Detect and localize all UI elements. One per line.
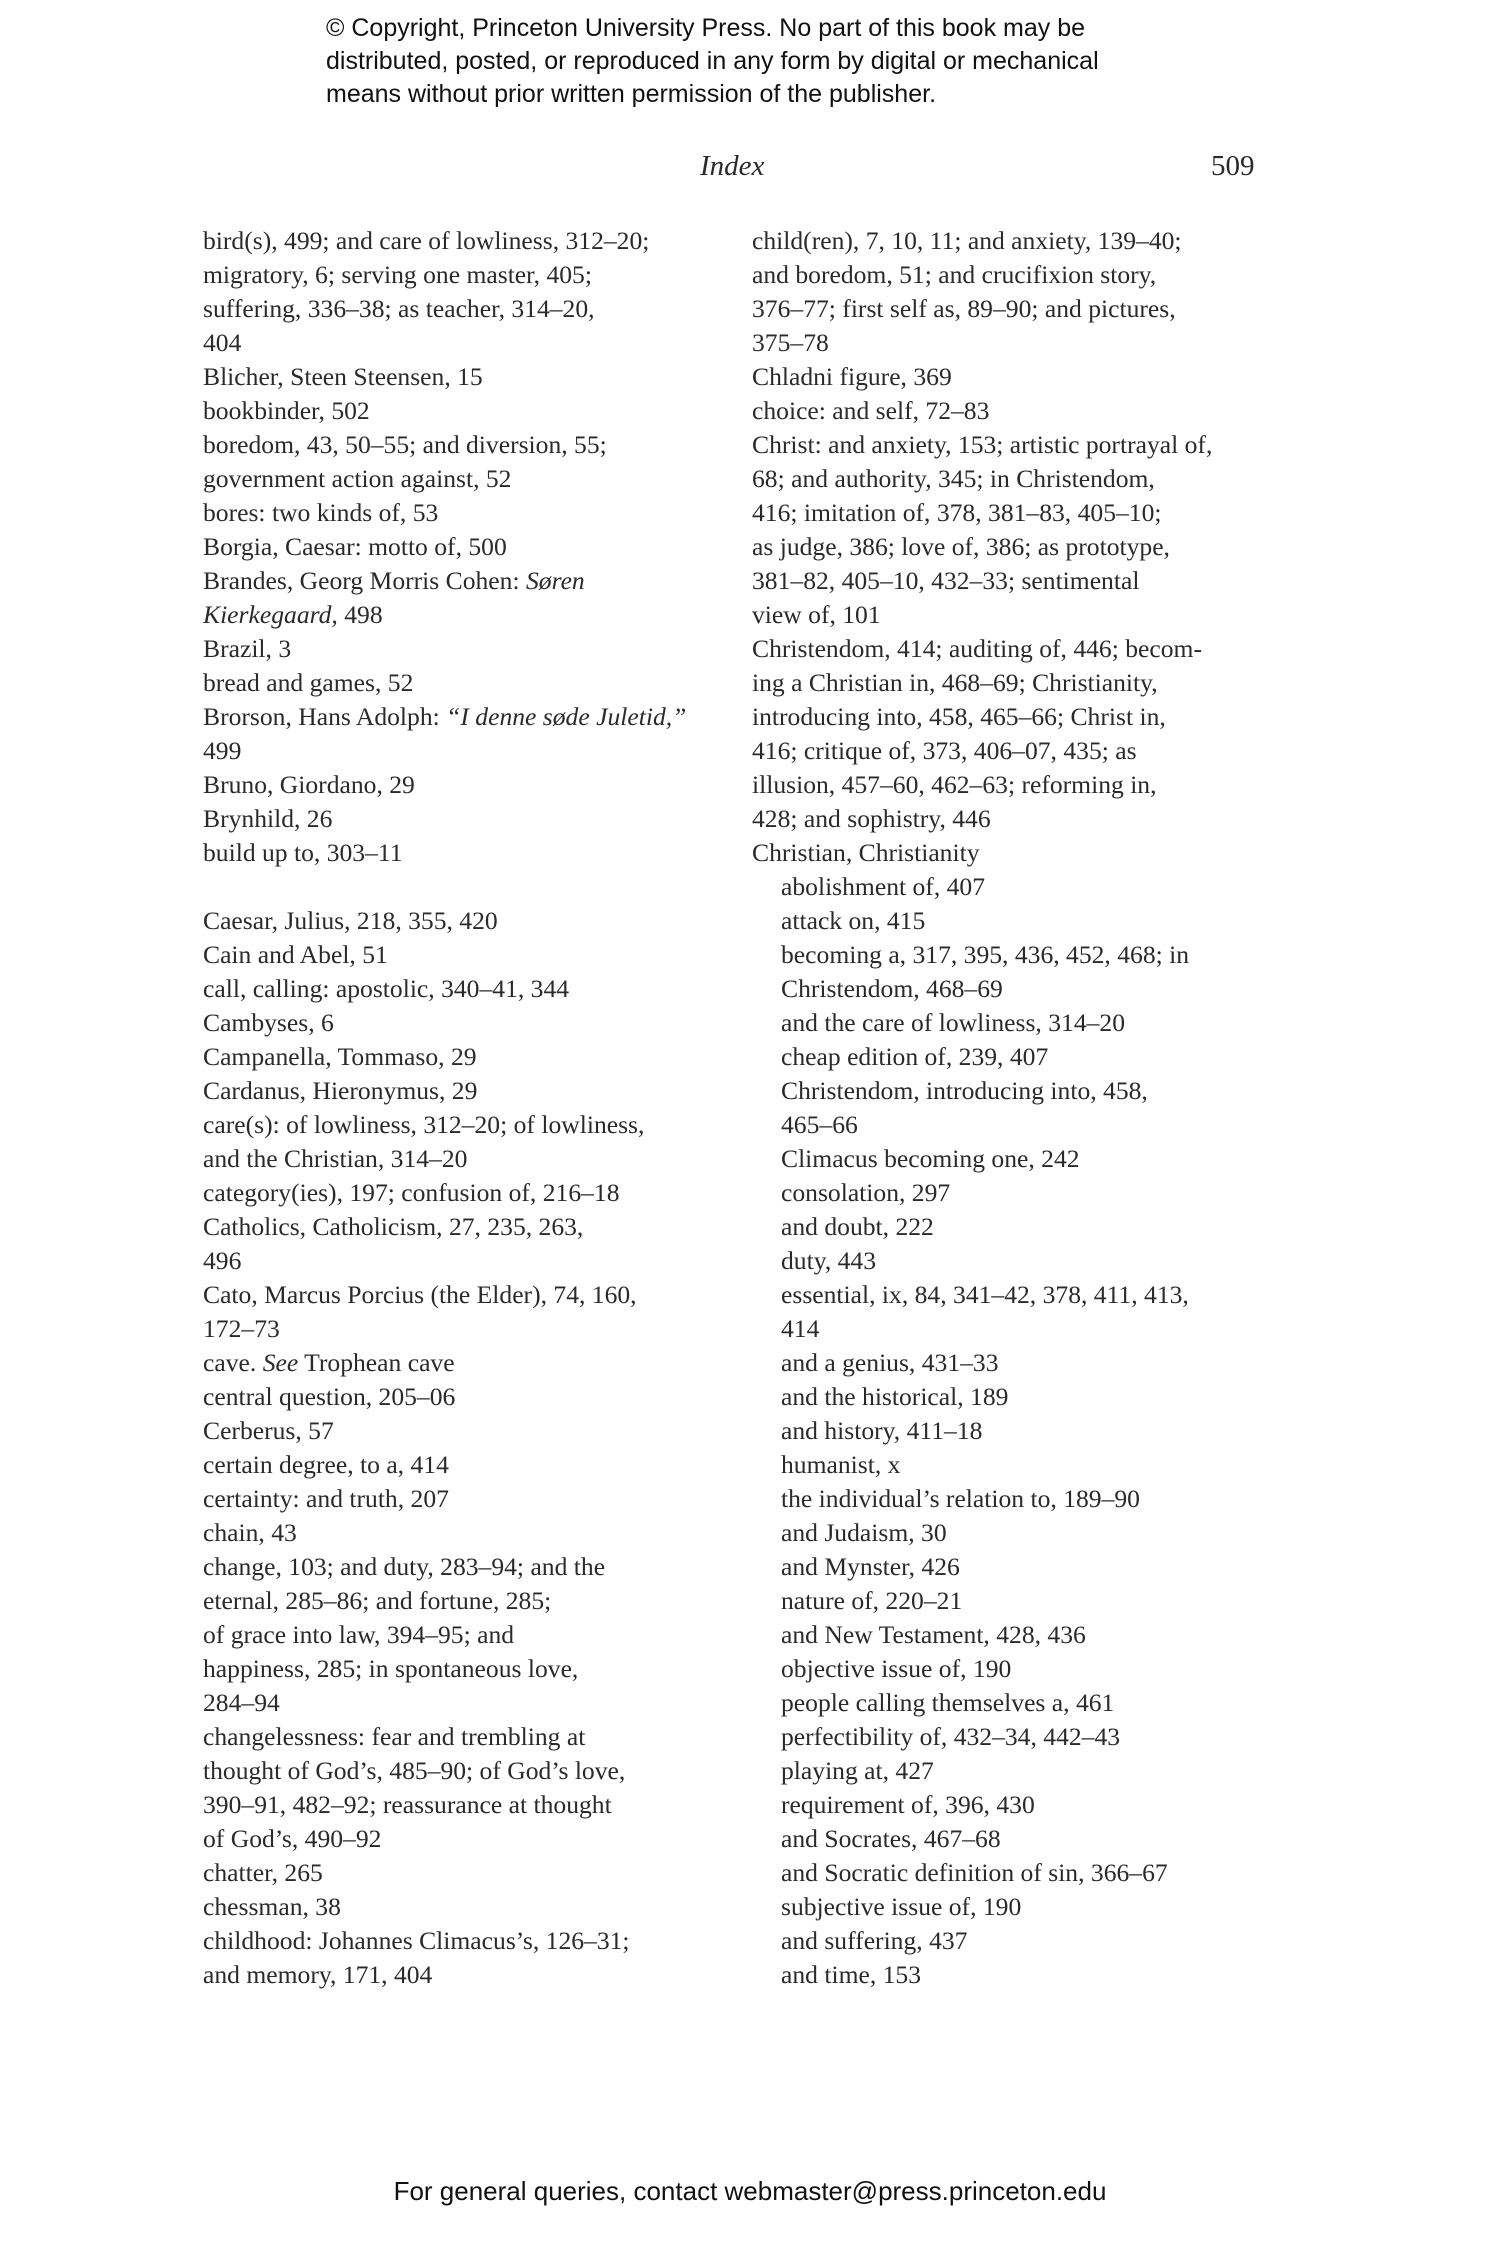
index-subentry [752, 1006, 1292, 1040]
index-subentry [752, 938, 1292, 1006]
copyright-line: © Copyright, Princeton University Press. No part of this book may be [326, 14, 1086, 42]
index-entry-line: Brandes, Georg Morris Cohen: Søren [203, 566, 585, 595]
index-entry-line: suffering, 336–38; as teacher, 314–20, [203, 294, 595, 323]
index-entry-line: Bruno, Giordano, 29 [203, 770, 415, 799]
index-entry [203, 1482, 723, 1516]
index-entry [203, 1924, 723, 1992]
index-entry [203, 666, 723, 700]
index-entry [752, 224, 1292, 360]
index-entry [203, 1550, 723, 1720]
index-entry-line: subjective issue of, 190 [781, 1892, 1022, 1921]
index-subentry [752, 1380, 1292, 1414]
index-subentry [752, 1414, 1292, 1448]
index-entry [203, 938, 723, 972]
index-entry-line: illusion, 457–60, 462–63; reforming in, [752, 770, 1157, 799]
index-subentry [752, 1346, 1292, 1380]
index-entry [752, 360, 1292, 394]
index-entry-line: Cain and Abel, 51 [203, 940, 388, 969]
copyright-line: distributed, posted, or reproduced in any form by digital or mechanical [326, 47, 1099, 75]
index-entry-line: Cerberus, 57 [203, 1416, 334, 1445]
index-entry-line: and memory, 171, 404 [203, 1960, 433, 1989]
index-entry-line: 172–73 [203, 1314, 280, 1343]
index-entry-line: attack on, 415 [781, 906, 926, 935]
index-subentry [752, 1788, 1292, 1822]
index-entry-line: bores: two kinds of, 53 [203, 498, 439, 527]
index-entry [203, 768, 723, 802]
index-entry-line: change, 103; and duty, 283–94; and the [203, 1552, 606, 1581]
index-entry-line: perfectibility of, 432–34, 442–43 [781, 1722, 1121, 1751]
index-entry [203, 904, 723, 938]
index-subentry [752, 1924, 1292, 1958]
section-gap [203, 870, 723, 904]
index-entry-line: Kierkegaard, 498 [203, 600, 383, 629]
index-subentry [752, 1856, 1292, 1890]
index-entry-line: Caesar, Julius, 218, 355, 420 [203, 906, 498, 935]
index-entry [752, 836, 1292, 870]
index-entry-line: changelessness: fear and trembling at [203, 1722, 586, 1751]
index-entry [203, 836, 723, 870]
index-entry [203, 972, 723, 1006]
copyright-line: means without prior written permission of the publisher. [326, 80, 937, 108]
index-entry-line: abolishment of, 407 [781, 872, 986, 901]
index-entry-line: objective issue of, 190 [781, 1654, 1012, 1683]
copyright-notice [326, 12, 1326, 111]
index-entry-line: ing a Christian in, 468–69; Christianity, [752, 668, 1158, 697]
index-entry-line: and the care of lowliness, 314–20 [781, 1008, 1126, 1037]
index-entry-line: 375–78 [752, 328, 829, 357]
index-entry [203, 1856, 723, 1890]
index-entry-line: of grace into law, 394–95; and [203, 1620, 515, 1649]
index-entry-line: Christ: and anxiety, 153; artistic portrayal of, [752, 430, 1213, 459]
index-subentry [752, 1754, 1292, 1788]
index-entry-line: cheap edition of, 239, 407 [781, 1042, 1049, 1071]
index-entry-line: government action against, 52 [203, 464, 512, 493]
index-entry-line: thought of God’s, 485–90; of God’s love, [203, 1756, 626, 1785]
index-entry-line: 390–91, 482–92; reassurance at thought [203, 1790, 612, 1819]
index-entry-line: Christendom, 468–69 [781, 974, 1003, 1003]
index-entry-line: and Socrates, 467–68 [781, 1824, 1001, 1853]
index-entry [203, 1346, 723, 1380]
index-entry [203, 1006, 723, 1040]
index-subentry [752, 1278, 1292, 1346]
index-entry [203, 360, 723, 394]
index-entry-line: and time, 153 [781, 1960, 922, 1989]
index-entry [203, 394, 723, 428]
index-entry [203, 530, 723, 564]
index-entry [203, 1516, 723, 1550]
index-entry [203, 428, 723, 496]
index-entry-line: chessman, 38 [203, 1892, 341, 1921]
index-subentry [752, 1550, 1292, 1584]
index-entry-line: view of, 101 [752, 600, 881, 629]
index-entry-line: Christendom, introducing into, 458, [781, 1076, 1148, 1105]
index-entry-line: and Socratic definition of sin, 366–67 [781, 1858, 1168, 1887]
index-entry [203, 1414, 723, 1448]
index-entry-line: 499 [203, 736, 242, 765]
index-subentry [752, 1448, 1292, 1482]
index-entry-line: 414 [781, 1314, 820, 1343]
index-entry-line: and suffering, 437 [781, 1926, 968, 1955]
index-entry-line: as judge, 386; love of, 386; as prototype, [752, 532, 1170, 561]
index-subentry [752, 1822, 1292, 1856]
index-entry-line: Brynhild, 26 [203, 804, 333, 833]
index-entry [203, 1890, 723, 1924]
index-entry [203, 632, 723, 666]
index-entry-line: Brazil, 3 [203, 634, 292, 663]
index-entry-line: playing at, 427 [781, 1756, 934, 1785]
index-subentry [752, 1686, 1292, 1720]
index-entry-line: Christian, Christianity [752, 838, 980, 867]
index-subentry [752, 870, 1292, 904]
index-entry-line: and Mynster, 426 [781, 1552, 960, 1581]
index-subentry [752, 1142, 1292, 1176]
index-subentry [752, 1040, 1292, 1074]
index-entry-line: bread and games, 52 [203, 668, 414, 697]
index-entry-line: chain, 43 [203, 1518, 297, 1547]
index-subentry [752, 1516, 1292, 1550]
index-subentry [752, 904, 1292, 938]
index-entry-line: migratory, 6; serving one master, 405; [203, 260, 592, 289]
index-column-right [752, 224, 1292, 1992]
index-entry-line: childhood: Johannes Climacus’s, 126–31; [203, 1926, 630, 1955]
index-entry-line: Chladni figure, 369 [752, 362, 952, 391]
index-entry-line: and doubt, 222 [781, 1212, 934, 1241]
index-entry-line: Christendom, 414; auditing of, 446; becom- [752, 634, 1202, 663]
index-entry [203, 1278, 723, 1346]
index-entry-line: bookbinder, 502 [203, 396, 370, 425]
index-entry [752, 428, 1292, 632]
index-entry-line: certainty: and truth, 207 [203, 1484, 449, 1513]
index-entry-line: 284–94 [203, 1688, 280, 1717]
index-entry [203, 1448, 723, 1482]
index-entry-line: Climacus becoming one, 242 [781, 1144, 1080, 1173]
running-head [0, 150, 1500, 190]
index-entry-line: nature of, 220–21 [781, 1586, 963, 1615]
index-entry [203, 802, 723, 836]
index-entry-line: certain degree, to a, 414 [203, 1450, 449, 1479]
index-subentry [752, 1618, 1292, 1652]
index-column-left [203, 224, 723, 1992]
index-entry-line: of God’s, 490–92 [203, 1824, 382, 1853]
index-entry-line: Brorson, Hans Adolph: “I denne søde Juletid,” [203, 702, 687, 731]
index-subentry [752, 1482, 1292, 1516]
index-entry-line: central question, 205–06 [203, 1382, 456, 1411]
index-entry-line: and New Testament, 428, 436 [781, 1620, 1086, 1649]
index-entry-line: 465–66 [781, 1110, 858, 1139]
index-entry [203, 700, 723, 768]
index-entry-line: 68; and authority, 345; in Christendom, [752, 464, 1155, 493]
index-entry-line: becoming a, 317, 395, 436, 452, 468; in [781, 940, 1190, 969]
index-entry-line: Cardanus, Hieronymus, 29 [203, 1076, 478, 1105]
index-subentry [752, 1720, 1292, 1754]
index-entry-line: eternal, 285–86; and fortune, 285; [203, 1586, 552, 1615]
index-entry-line: essential, ix, 84, 341–42, 378, 411, 413, [781, 1280, 1189, 1309]
index-entry-line: chatter, 265 [203, 1858, 323, 1887]
index-entry [752, 632, 1292, 836]
index-entry [203, 1108, 723, 1176]
index-subentry [752, 1890, 1292, 1924]
running-head-title: Index [700, 150, 765, 182]
index-entry-line: and the historical, 189 [781, 1382, 1009, 1411]
index-entry-line: Cambyses, 6 [203, 1008, 334, 1037]
index-subentry [752, 1176, 1292, 1210]
index-entry-line: child(ren), 7, 10, 11; and anxiety, 139–40; [752, 226, 1182, 255]
index-entry-line: people calling themselves a, 461 [781, 1688, 1115, 1717]
index-entry-line: humanist, x [781, 1450, 901, 1479]
index-entry-line: and the Christian, 314–20 [203, 1144, 468, 1173]
index-entry-line: the individual’s relation to, 189–90 [781, 1484, 1140, 1513]
index-entry [203, 1176, 723, 1210]
footer-contact: For general queries, contact webmaster@press.princeton.edu [393, 2176, 1107, 2206]
index-entry-line: bird(s), 499; and care of lowliness, 312–20; [203, 226, 650, 255]
index-entry [203, 564, 723, 632]
index-entry-line: and history, 411–18 [781, 1416, 983, 1445]
index-subentry [752, 1584, 1292, 1618]
index-subentry [752, 1210, 1292, 1244]
index-entry-line: 416; critique of, 373, 406–07, 435; as [752, 736, 1137, 765]
index-entry [203, 1074, 723, 1108]
index-entry-line: Cato, Marcus Porcius (the Elder), 74, 160, [203, 1280, 637, 1309]
index-entry-line: 381–82, 405–10, 432–33; sentimental [752, 566, 1140, 595]
index-entry [203, 1380, 723, 1414]
index-entry-line: boredom, 43, 50–55; and diversion, 55; [203, 430, 607, 459]
index-entry-line: and a genius, 431–33 [781, 1348, 999, 1377]
index-entry-line: and Judaism, 30 [781, 1518, 947, 1547]
index-entry-line: happiness, 285; in spontaneous love, [203, 1654, 579, 1683]
index-entry [203, 1210, 723, 1278]
index-entry-line: Catholics, Catholicism, 27, 235, 263, [203, 1212, 584, 1241]
index-entry-line: choice: and self, 72–83 [752, 396, 990, 425]
index-entry-line: build up to, 303–11 [203, 838, 403, 867]
index-entry-line: 416; imitation of, 378, 381–83, 405–10; [752, 498, 1162, 527]
index-entry [752, 394, 1292, 428]
index-entry-line: consolation, 297 [781, 1178, 951, 1207]
index-entry-line: 404 [203, 328, 242, 357]
index-entry-line: 428; and sophistry, 446 [752, 804, 991, 833]
index-entry-line: cave. See Trophean cave [203, 1348, 455, 1377]
index-entry-line: Campanella, Tommaso, 29 [203, 1042, 477, 1071]
index-entry-line: call, calling: apostolic, 340–41, 344 [203, 974, 570, 1003]
index-entry-line: and boredom, 51; and crucifixion story, [752, 260, 1157, 289]
index-entry-line: duty, 443 [781, 1246, 877, 1275]
index-subentry [752, 1958, 1292, 1992]
index-entry-line: requirement of, 396, 430 [781, 1790, 1035, 1819]
index-entry-line: 496 [203, 1246, 242, 1275]
index-entry-line: category(ies), 197; confusion of, 216–18 [203, 1178, 620, 1207]
index-subentry [752, 1074, 1292, 1142]
index-subentry [752, 1652, 1292, 1686]
index-entry [203, 1720, 723, 1856]
index-entry-line: 376–77; first self as, 89–90; and pictures, [752, 294, 1176, 323]
index-entry-line: care(s): of lowliness, 312–20; of lowliness, [203, 1110, 645, 1139]
index-entry [203, 1040, 723, 1074]
index-entry-line: Borgia, Caesar: motto of, 500 [203, 532, 507, 561]
page-number: 509 [1211, 150, 1255, 182]
index-subentry [752, 1244, 1292, 1278]
index-entry [203, 224, 723, 360]
index-entry [203, 496, 723, 530]
index-entry-line: introducing into, 458, 465–66; Christ in, [752, 702, 1166, 731]
index-entry-line: Blicher, Steen Steensen, 15 [203, 362, 483, 391]
